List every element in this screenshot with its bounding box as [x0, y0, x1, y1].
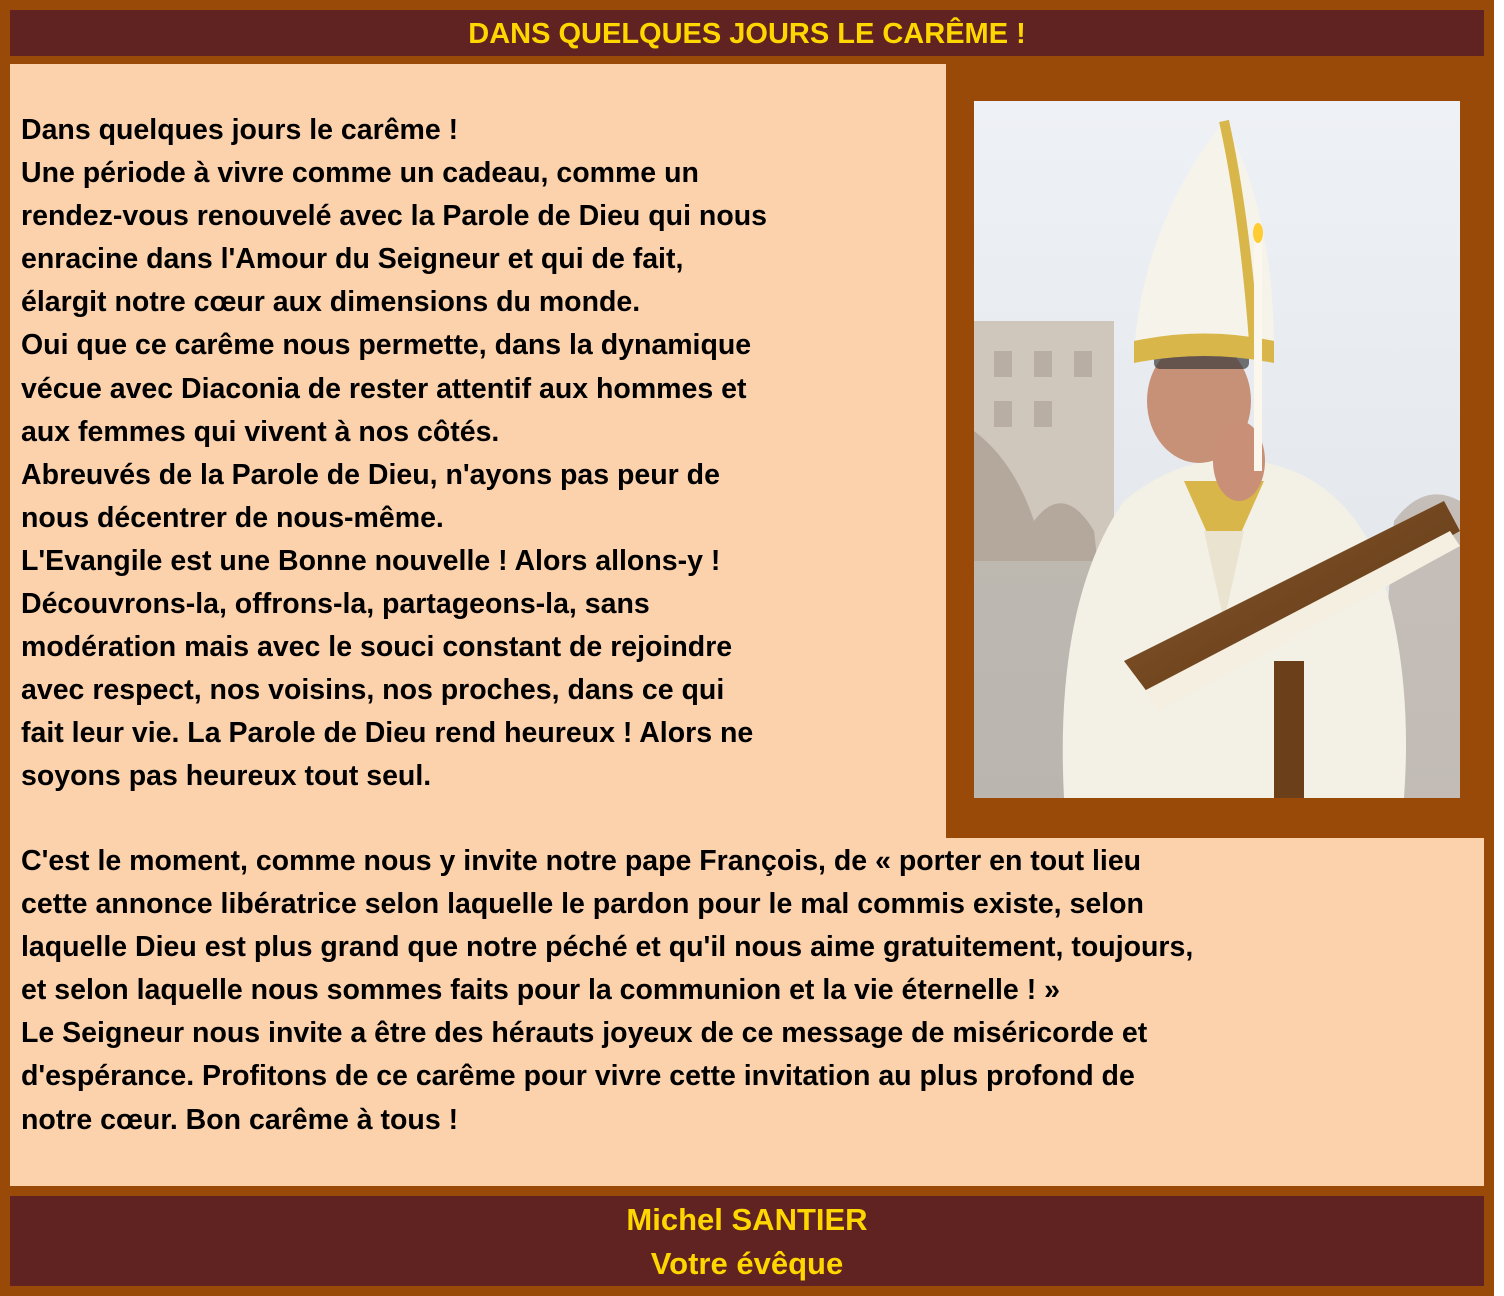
signature-name: Michel SANTIER [626, 1202, 868, 1237]
paragraph-intro: Dans quelques jours le carême ! Une période à vivre comme un cadeau, comme un rendez-vous renouvelé avec la Parole de Dieu qui nous enracine dans l'Amour du Seigneur et qui de fait, élargit notre cœur aux dimensions du monde. Oui que ce carême nous permette, dans la dynamique vécue avec Diaconia de rester attentif aux hommes et aux femmes qui vivent à nos côtés. Abreuvés de la Parole de Dieu, n'ayons pas peur de nous décentrer de nous-même. L'Evangile est une Bonne nouvelle ! Alors allons-y ! Découvrons-la, offrons-la, partageons-la, sans modération mais avec le souci constant de rejoindre avec respect, nos voisins, nos proches, dans ce qui fait leur vie. La Parole de Dieu rend heureux ! Alors ne soyons pas heureux tout seul. [21, 114, 767, 793]
paragraph-closing: C'est le moment, comme nous y invite notre pape François, de « porter en tout lieu cette annonce libératrice selon laquelle le pardon pour le mal commis existe, selon laquelle Dieu est plus grand que notre péché et qu'il nous aime gratuitement, toujours, et selon laquelle nous sommes faits pour la communion et la vie éternelle ! » Le Seigneur nous invite a être des hérauts joyeux de ce message de miséricorde et d'espérance. Profitons de ce carême pour vivre cette invitation au plus profond de notre cœur. Bon carême à tous ! [21, 845, 1194, 1136]
signature-banner [10, 1196, 1484, 1286]
page-title: DANS QUELQUES JOURS LE CARÊME ! [10, 10, 1484, 56]
signature-role: Votre évêque [650, 1246, 844, 1281]
bishop-photo [974, 101, 1460, 798]
